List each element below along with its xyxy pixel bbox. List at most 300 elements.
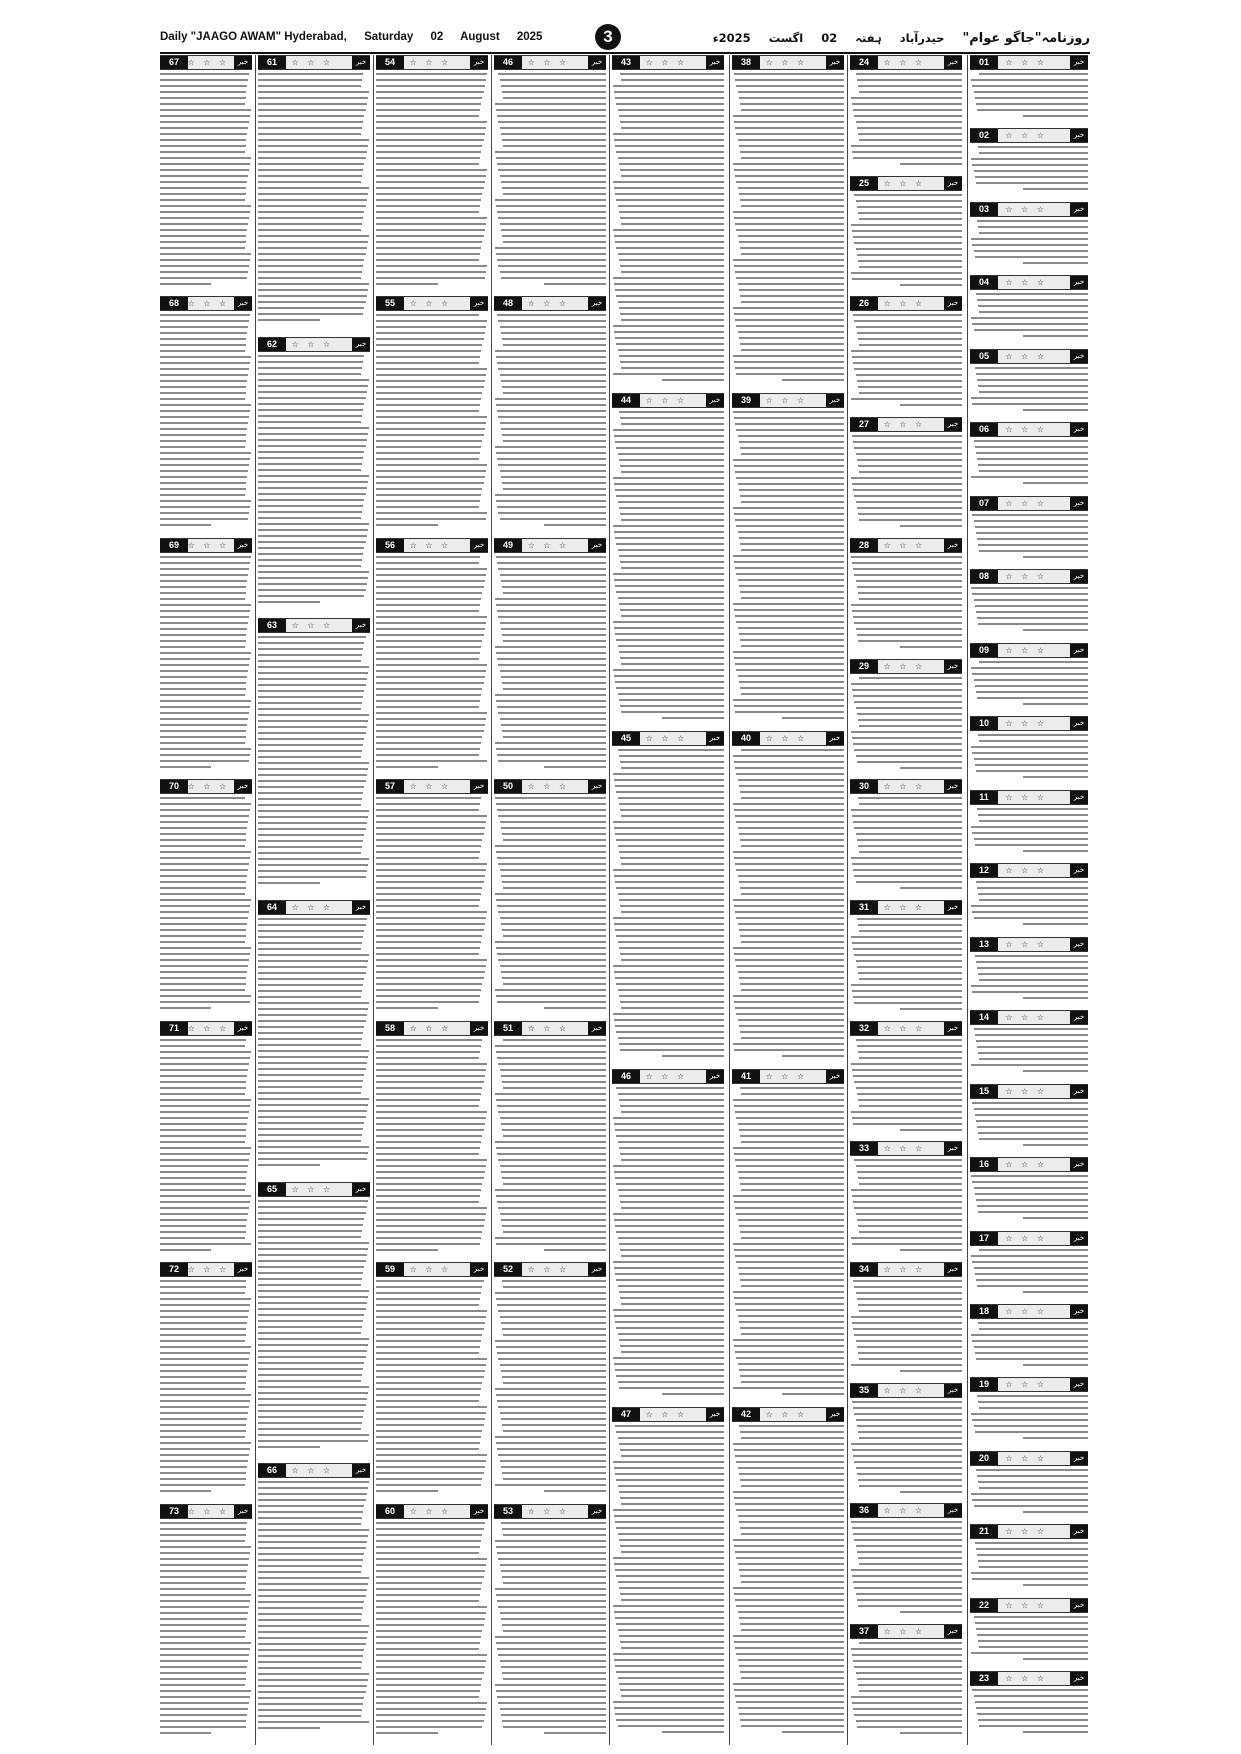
text-line (258, 1697, 364, 1699)
news-item (970, 1010, 1088, 1077)
text-line (738, 1019, 844, 1021)
text-line (971, 1413, 1088, 1415)
text-line (160, 1466, 247, 1468)
text-line (736, 1605, 844, 1607)
text-line (620, 1049, 724, 1051)
text-line (733, 699, 844, 701)
section-tag: خبر (1070, 1232, 1088, 1245)
text-line (616, 295, 724, 297)
text-line (852, 483, 962, 485)
text-line (497, 314, 606, 316)
text-line (979, 1328, 1088, 1330)
article-text-block (850, 1642, 962, 1734)
text-line (613, 1701, 724, 1703)
item-header-bar (612, 393, 724, 408)
text-line (979, 820, 1088, 822)
text-line (258, 1044, 361, 1046)
text-line (741, 501, 844, 503)
text-line (615, 585, 724, 587)
text-line (160, 724, 247, 726)
text-line (376, 217, 487, 219)
text-line (616, 887, 724, 889)
news-item (160, 538, 252, 773)
text-line (503, 1334, 606, 1336)
text-line (160, 640, 246, 642)
text-line (376, 512, 487, 514)
star-rating-icon: ☆ ☆ ☆ (1005, 645, 1047, 655)
text-line (500, 965, 606, 967)
text-line (619, 411, 724, 413)
star-rating-icon: ☆ ☆ ☆ (1005, 58, 1047, 67)
text-line (851, 556, 962, 558)
article-text-block (494, 797, 606, 1009)
text-line (502, 338, 606, 340)
text-line (739, 1177, 844, 1179)
section-tag: خبر (1070, 1158, 1088, 1171)
text-line (258, 595, 364, 597)
text-line (160, 676, 247, 678)
item-header-bar (494, 538, 606, 553)
item-number: 24 (850, 56, 878, 69)
item-number: 42 (732, 1408, 760, 1421)
article-text-block (160, 1280, 252, 1492)
text-line (160, 881, 246, 883)
text-line (160, 97, 246, 99)
text-line (1023, 115, 1088, 117)
text-line (160, 1418, 247, 1420)
article-text-block (732, 1425, 844, 1733)
text-line (620, 169, 724, 171)
text-line (258, 1673, 369, 1675)
month-english: August (460, 31, 500, 43)
news-item (494, 296, 606, 531)
text-line (496, 1243, 606, 1245)
text-line (160, 821, 248, 823)
text-line (376, 524, 438, 526)
text-line (620, 561, 724, 563)
text-line (620, 657, 724, 659)
text-line (160, 1346, 251, 1348)
news-item (970, 496, 1088, 563)
text-line (858, 592, 962, 594)
text-line (160, 241, 246, 243)
text-line (734, 1689, 844, 1691)
text-line (376, 893, 481, 895)
text-line (376, 736, 482, 738)
news-item (732, 55, 844, 387)
text-line (498, 1111, 606, 1113)
text-line (376, 604, 480, 606)
text-line (618, 1437, 724, 1439)
text-line (376, 320, 487, 322)
text-line (258, 1206, 367, 1208)
text-line (900, 163, 962, 165)
text-line (851, 477, 962, 479)
text-line (618, 1189, 724, 1191)
text-line (782, 1731, 844, 1733)
news-item (850, 1383, 962, 1498)
star-rating-icon: ☆ ☆ ☆ (187, 782, 230, 792)
text-line (258, 1152, 368, 1154)
text-line (376, 640, 482, 642)
star-rating-icon: ☆ ☆ ☆ (765, 1410, 808, 1419)
text-line (616, 1231, 724, 1233)
text-line (376, 652, 480, 654)
text-line (258, 1158, 367, 1160)
text-line (376, 875, 485, 877)
text-line (376, 1382, 482, 1384)
text-line (495, 1684, 606, 1686)
text-line (160, 911, 249, 913)
text-line (376, 235, 484, 237)
item-header-bar (376, 1021, 488, 1036)
text-line (258, 133, 361, 135)
text-line (735, 959, 844, 961)
text-line (160, 470, 248, 472)
text-line (497, 953, 606, 955)
text-line (258, 193, 368, 195)
text-line (376, 1618, 485, 1620)
text-line (376, 1606, 487, 1608)
text-line (376, 1346, 480, 1348)
text-line (854, 875, 962, 877)
text-line (495, 1540, 606, 1542)
text-line (975, 764, 1088, 766)
text-line (258, 642, 364, 644)
text-line (971, 1493, 1088, 1495)
text-line (376, 1558, 487, 1560)
text-line (615, 145, 724, 147)
text-line (733, 211, 844, 213)
text-line (376, 1183, 482, 1185)
text-line (258, 307, 364, 309)
text-line (495, 845, 606, 847)
text-line (160, 338, 246, 340)
text-line (621, 175, 724, 177)
text-line (621, 711, 724, 713)
text-line (619, 1387, 724, 1389)
text-line (160, 356, 251, 358)
item-number: 45 (612, 732, 640, 745)
text-line (619, 1243, 724, 1245)
article-text-block (850, 556, 962, 648)
text-line (160, 1201, 250, 1203)
text-line (258, 1212, 366, 1214)
article-text-block (732, 73, 844, 381)
text-line (735, 863, 844, 865)
text-line (739, 1665, 844, 1667)
text-line (739, 145, 844, 147)
text-line (736, 325, 844, 327)
text-line (258, 1481, 369, 1483)
text-line (498, 416, 606, 418)
text-line (858, 1605, 962, 1607)
item-number: 61 (258, 56, 286, 69)
text-line (621, 519, 724, 521)
text-line (496, 500, 606, 502)
text-line (975, 1701, 1088, 1703)
text-line (853, 1533, 962, 1535)
text-line (160, 941, 245, 943)
text-line (376, 1430, 482, 1432)
text-line (376, 1424, 484, 1426)
text-line (618, 1333, 724, 1335)
text-line (972, 1181, 1088, 1183)
item-header-bar (160, 1504, 252, 1519)
text-line (977, 1046, 1088, 1048)
item-header-bar (850, 659, 962, 674)
section-tag: خبر (944, 660, 962, 673)
text-line (733, 603, 844, 605)
text-line (502, 929, 606, 931)
text-line (376, 428, 485, 430)
text-line (160, 1141, 245, 1143)
text-line (503, 640, 606, 642)
text-line (977, 109, 1088, 111)
text-line (376, 1702, 487, 1704)
text-line (735, 519, 844, 521)
text-line (619, 211, 724, 213)
text-line (502, 187, 606, 189)
text-line (376, 724, 485, 726)
text-line (160, 121, 249, 123)
text-line (376, 1690, 480, 1692)
article-text-block (376, 1522, 488, 1734)
item-header-bar (970, 1304, 1088, 1319)
text-line (376, 1534, 482, 1536)
text-line (160, 464, 249, 466)
text-line (160, 1654, 249, 1656)
text-line (619, 555, 724, 557)
article-text-block (970, 1689, 1088, 1733)
text-line (376, 929, 484, 931)
text-line (258, 1026, 364, 1028)
text-line (619, 163, 724, 165)
text-line (734, 465, 844, 467)
text-line (160, 235, 246, 237)
text-line (376, 398, 481, 400)
text-line (160, 1454, 249, 1456)
text-line (258, 1541, 367, 1543)
text-line (160, 320, 249, 322)
text-line (258, 1266, 364, 1268)
text-line (614, 1659, 724, 1661)
text-line (160, 404, 251, 406)
text-line (497, 506, 606, 508)
text-line (859, 1105, 962, 1107)
article-text-block (376, 314, 488, 526)
text-line (621, 1503, 724, 1505)
text-line (495, 1436, 606, 1438)
text-line (856, 1545, 962, 1547)
text-line (613, 277, 724, 279)
text-line (160, 857, 250, 859)
text-line (734, 1545, 844, 1547)
text-line (495, 494, 606, 496)
text-line (621, 471, 724, 473)
text-line (376, 1201, 479, 1203)
text-line (618, 453, 724, 455)
text-line (733, 1491, 844, 1493)
text-line (160, 79, 248, 81)
text-line (503, 145, 606, 147)
text-line (376, 1576, 484, 1578)
text-line (497, 410, 606, 412)
text-line (1023, 1731, 1088, 1733)
text-line (376, 1460, 486, 1462)
text-line (977, 1475, 1088, 1477)
star-rating-icon: ☆ ☆ ☆ (187, 1023, 230, 1033)
text-line (160, 211, 250, 213)
item-number: 46 (612, 1070, 640, 1083)
text-line (160, 1720, 246, 1722)
text-line (972, 911, 1088, 913)
text-line (160, 1117, 248, 1119)
text-line (971, 746, 1088, 748)
text-line (858, 797, 962, 799)
text-line (740, 1183, 844, 1185)
text-line (160, 1189, 245, 1191)
text-line (160, 1594, 251, 1596)
text-line (972, 403, 1088, 405)
text-line (496, 109, 606, 111)
text-line (900, 1611, 962, 1613)
text-line (258, 1314, 364, 1316)
text-line (376, 1546, 480, 1548)
text-line (160, 416, 249, 418)
text-line (160, 1280, 246, 1282)
text-line (854, 1587, 962, 1589)
text-line (1023, 776, 1088, 778)
text-line (497, 809, 606, 811)
text-line (258, 211, 364, 213)
text-line (258, 840, 363, 842)
text-line (739, 929, 844, 931)
text-line (854, 242, 962, 244)
text-line (160, 199, 245, 201)
section-tag: خبر (826, 732, 844, 745)
text-line (160, 1352, 250, 1354)
text-line (852, 1243, 962, 1245)
text-line (502, 1576, 606, 1578)
text-line (972, 323, 1088, 325)
text-line (978, 1481, 1088, 1483)
text-line (160, 1612, 248, 1614)
text-line (258, 930, 364, 932)
text-line (502, 634, 606, 636)
item-header-bar (612, 55, 724, 70)
text-line (503, 935, 606, 937)
text-line (736, 1309, 844, 1311)
text-line (376, 1007, 438, 1009)
text-line (620, 1105, 724, 1107)
text-line (376, 803, 480, 805)
text-line (858, 338, 962, 340)
text-line (258, 1320, 363, 1322)
text-line (618, 941, 724, 943)
text-line (977, 1713, 1088, 1715)
text-line (734, 417, 844, 419)
text-line (376, 97, 482, 99)
star-rating-icon: ☆ ☆ ☆ (409, 299, 452, 309)
text-line (160, 1298, 251, 1300)
item-header-bar (258, 1463, 370, 1478)
article-text-block (850, 797, 962, 889)
text-line (619, 1099, 724, 1101)
text-line (735, 767, 844, 769)
news-item (732, 1069, 844, 1401)
text-line (258, 1356, 366, 1358)
text-line (859, 725, 962, 727)
text-line (160, 1624, 246, 1626)
section-tag: خبر (588, 1263, 606, 1276)
text-line (258, 978, 364, 980)
text-line (495, 989, 606, 991)
text-line (496, 1051, 606, 1053)
text-line (497, 658, 606, 660)
text-line (856, 248, 962, 250)
text-line (741, 1485, 844, 1487)
text-line (856, 453, 962, 455)
text-line (734, 761, 844, 763)
text-line (376, 434, 484, 436)
text-line (857, 1346, 962, 1348)
text-line (853, 616, 962, 618)
section-tag: خبر (470, 780, 488, 793)
text-line (733, 1683, 844, 1685)
star-rating-icon: ☆ ☆ ☆ (765, 396, 808, 405)
text-line (160, 628, 247, 630)
section-tag: خبر (352, 338, 370, 351)
text-line (972, 1419, 1088, 1421)
text-line (376, 700, 480, 702)
text-line (258, 1146, 369, 1148)
text-line (160, 875, 247, 877)
text-line (160, 917, 248, 919)
text-line (739, 1569, 844, 1571)
section-tag: خبر (1070, 1085, 1088, 1098)
news-item (970, 1671, 1088, 1738)
text-line (619, 899, 724, 901)
text-line (741, 1677, 844, 1679)
text-line (977, 458, 1088, 460)
text-line (497, 1201, 606, 1203)
column-divider (255, 55, 256, 1745)
text-line (977, 1285, 1088, 1287)
news-item (850, 779, 962, 894)
text-line (376, 1219, 485, 1221)
text-line (741, 1629, 844, 1631)
text-line (616, 591, 724, 593)
text-line (501, 1466, 606, 1468)
text-line (851, 857, 962, 859)
text-line (616, 791, 724, 793)
text-line (734, 513, 844, 515)
text-line (258, 720, 368, 722)
text-line (160, 1328, 246, 1330)
text-line (258, 756, 361, 758)
text-line (496, 452, 606, 454)
text-line (258, 1242, 369, 1244)
article-text-block (850, 1159, 962, 1251)
section-tag: خبر (1070, 1305, 1088, 1318)
text-line (258, 858, 369, 860)
item-number: 68 (160, 297, 188, 310)
text-line (852, 1527, 962, 1529)
news-item (612, 55, 724, 387)
news-item (160, 1021, 252, 1256)
text-line (258, 1571, 361, 1573)
